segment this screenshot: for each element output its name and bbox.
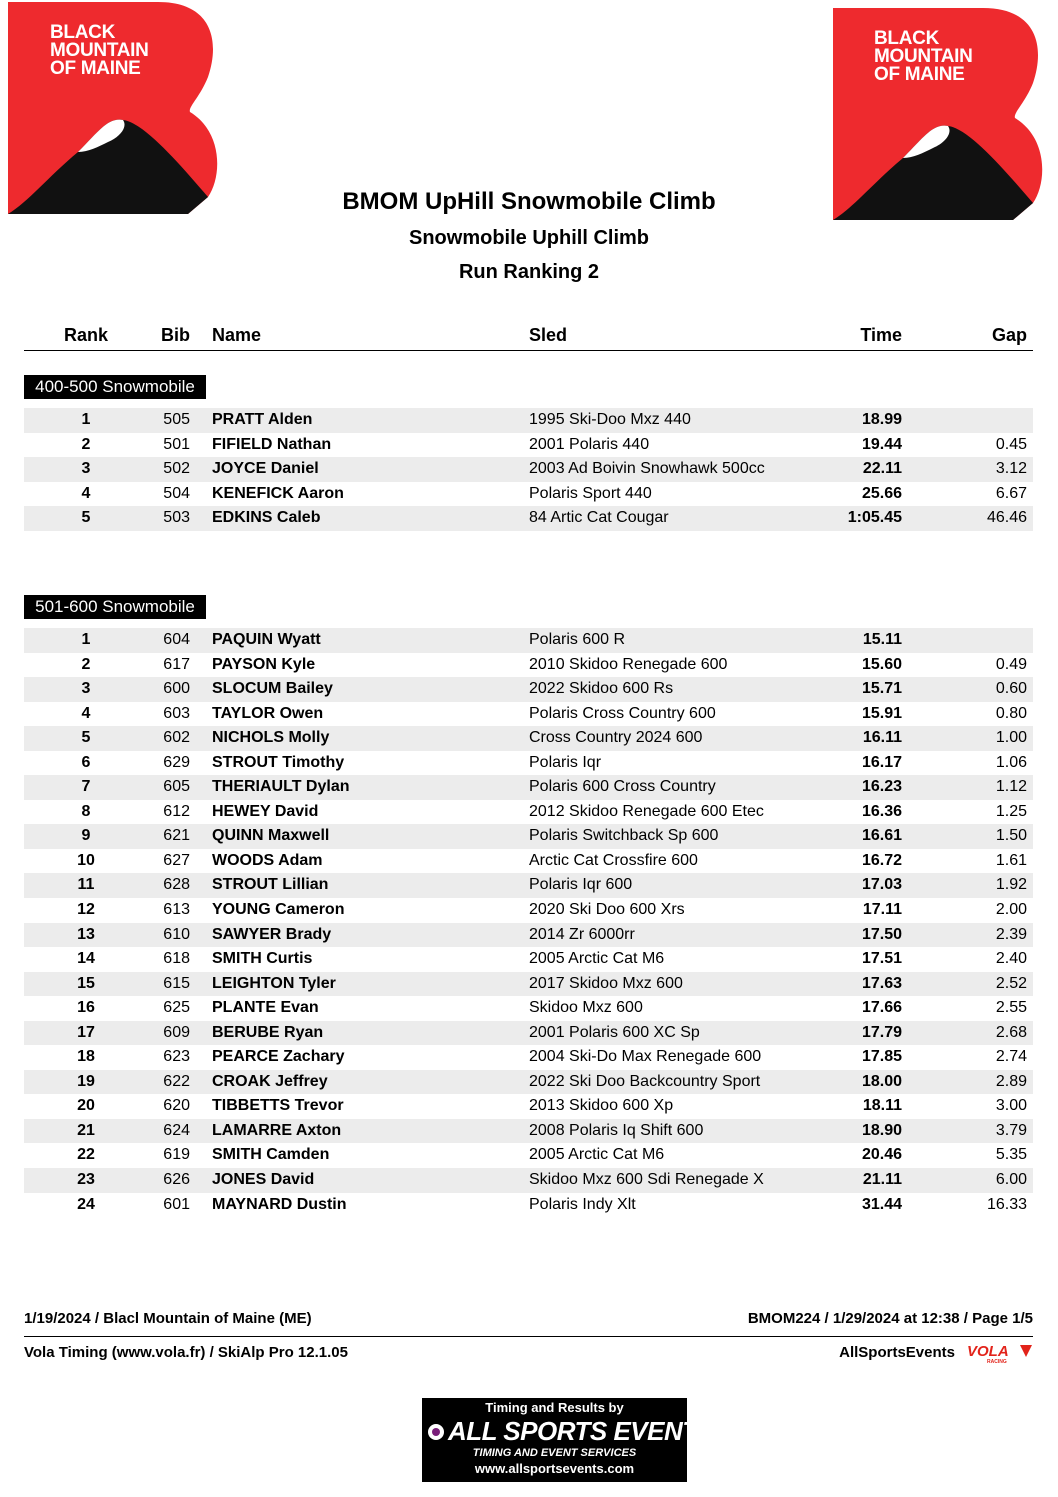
- sled-cell: 2003 Ad Boivin Snowhawk 500cc: [529, 460, 765, 478]
- bib-cell: 624: [163, 1121, 190, 1139]
- bib-cell: 610: [163, 925, 190, 943]
- name-cell: TIBBETTS Trevor: [212, 1097, 344, 1115]
- gap-cell: 5.35: [995, 1146, 1027, 1164]
- sled-cell: 2005 Arctic Cat M6: [529, 1146, 665, 1164]
- time-cell: 16.11: [862, 729, 902, 747]
- bib-cell: 612: [163, 802, 190, 820]
- time-cell: 17.51: [861, 950, 902, 968]
- gap-cell: 1.12: [995, 778, 1027, 796]
- footer-software: Vola Timing (www.vola.fr) / SkiAlp Pro 12.1.05: [24, 1344, 348, 1361]
- gap-cell: 2.55: [995, 999, 1027, 1017]
- sled-cell: Polaris Iqr: [529, 753, 602, 771]
- rank-cell: 4: [81, 704, 91, 722]
- sled-cell: Skidoo Mxz 600 Sdi Renegade X: [529, 1171, 764, 1189]
- run-ranking-title: Run Ranking 2: [458, 261, 599, 283]
- bib-cell: 622: [163, 1072, 190, 1090]
- sled-cell: Polaris Switchback Sp 600: [529, 827, 719, 845]
- sled-cell: Polaris Iqr 600: [529, 876, 633, 894]
- rank-cell: 14: [77, 950, 95, 968]
- rank-cell: 22: [77, 1146, 95, 1164]
- time-cell: 20.46: [861, 1146, 902, 1164]
- table-row: [24, 457, 1033, 482]
- name-cell: JONES David: [212, 1171, 315, 1189]
- name-cell: KENEFICK Aaron: [212, 484, 344, 502]
- svg-text:RACING: RACING: [987, 1359, 1007, 1364]
- bib-cell: 605: [163, 778, 190, 796]
- name-cell: CROAK Jeffrey: [212, 1072, 328, 1090]
- sled-cell: 2001 Polaris 440: [529, 435, 650, 453]
- time-cell: 16.36: [861, 802, 902, 820]
- bib-cell: 502: [163, 460, 190, 478]
- sled-cell: 2008 Polaris Iq Shift 600: [529, 1121, 704, 1139]
- table-row: [24, 800, 1033, 825]
- gap-cell: 2.52: [995, 974, 1027, 992]
- bib-cell: 627: [163, 851, 190, 869]
- bib-cell: 618: [163, 950, 190, 968]
- table-row: [24, 824, 1033, 849]
- logo-line-3: OF MAINE: [50, 58, 141, 79]
- gap-cell: 2.74: [995, 1048, 1027, 1066]
- rank-cell: 5: [81, 729, 91, 747]
- name-cell: EDKINS Caleb: [212, 509, 321, 527]
- bib-cell: 617: [163, 655, 190, 673]
- rank-cell: 11: [77, 876, 95, 894]
- sled-cell: 2013 Skidoo 600 Xp: [529, 1097, 674, 1115]
- rank-cell: 2: [81, 655, 91, 673]
- bib-cell: 615: [163, 974, 190, 992]
- table-row: [24, 506, 1033, 531]
- rank-cell: 3: [81, 680, 91, 698]
- name-cell: SLOCUM Bailey: [212, 680, 333, 698]
- rank-cell: 1: [81, 411, 91, 428]
- rank-cell: 24: [77, 1195, 95, 1213]
- gap-cell: 3.79: [995, 1121, 1027, 1139]
- table-row: [24, 1193, 1033, 1218]
- table-row: [24, 996, 1033, 1021]
- time-cell: 17.11: [862, 901, 902, 919]
- name-cell: NICHOLS Molly: [212, 729, 330, 747]
- logo-line-2: MOUNTAIN: [874, 46, 973, 67]
- time-cell: 17.63: [861, 974, 902, 992]
- gap-cell: 1.50: [995, 827, 1027, 845]
- name-cell: STROUT Lillian: [212, 876, 329, 894]
- bib-cell: 621: [163, 827, 190, 845]
- gap-cell: 2.39: [995, 925, 1027, 943]
- time-cell: 15.60: [861, 655, 902, 673]
- table-row: [24, 849, 1033, 874]
- sled-cell: 2022 Skidoo 600 Rs: [529, 680, 674, 698]
- rank-cell: 21: [77, 1121, 95, 1139]
- logo-line-1: BLACK: [50, 22, 115, 43]
- bib-cell: 603: [163, 704, 190, 722]
- time-cell: 18.99: [861, 411, 902, 428]
- time-cell: 17.50: [861, 925, 902, 943]
- bib-cell: 601: [163, 1195, 190, 1213]
- sled-cell: Polaris 600 Cross Country: [529, 778, 716, 796]
- gap-cell: 16.33: [986, 1195, 1027, 1213]
- header-rank: Rank: [63, 325, 108, 345]
- bib-cell: 600: [163, 680, 190, 698]
- sled-cell: Skidoo Mxz 600: [529, 999, 643, 1017]
- table-row: [24, 1021, 1033, 1046]
- footer-page-info: BMOM224 / 1/29/2024 at 12:38 / Page 1/5: [747, 1310, 1033, 1327]
- table-row: [24, 1168, 1033, 1193]
- sled-cell: 2005 Arctic Cat M6: [529, 950, 665, 968]
- table-row: [24, 972, 1033, 997]
- logo-line-3: OF MAINE: [874, 64, 965, 85]
- table-row: [24, 433, 1033, 458]
- table-row: [24, 408, 1033, 433]
- name-cell: THERIAULT Dylan: [212, 778, 350, 796]
- bib-cell: 609: [163, 1023, 190, 1041]
- header-bib: Bib: [161, 325, 190, 345]
- name-cell: MAYNARD Dustin: [212, 1195, 347, 1213]
- bib-cell: 504: [163, 484, 190, 502]
- bib-cell: 628: [163, 876, 190, 894]
- footer-date-location: 1/19/2024 / Blacl Mountain of Maine (ME): [24, 1310, 312, 1327]
- time-cell: 25.66: [861, 484, 902, 502]
- gap-cell: 3.12: [995, 460, 1027, 478]
- sled-cell: Arctic Cat Crossfire 600: [529, 851, 698, 869]
- time-cell: 18.11: [862, 1097, 902, 1115]
- bib-cell: 619: [163, 1146, 190, 1164]
- gap-cell: 0.80: [995, 704, 1027, 722]
- sled-cell: Polaris Indy Xlt: [529, 1195, 636, 1213]
- sled-cell: Polaris Sport 440: [529, 484, 652, 502]
- bib-cell: 613: [163, 901, 190, 919]
- rank-cell: 7: [81, 778, 91, 796]
- rank-cell: 8: [81, 802, 91, 820]
- table-row: [24, 726, 1033, 751]
- header-time: Time: [860, 325, 902, 345]
- sled-cell: 2017 Skidoo Mxz 600: [529, 974, 683, 992]
- bib-cell: 604: [163, 631, 190, 648]
- name-cell: BERUBE Ryan: [212, 1023, 324, 1041]
- time-cell: 16.23: [861, 778, 902, 796]
- sled-cell: 2012 Skidoo Renegade 600 Etec: [529, 802, 764, 820]
- gap-cell: 2.00: [995, 901, 1027, 919]
- bib-cell: 505: [163, 411, 190, 428]
- time-cell: 15.11: [862, 631, 902, 648]
- rank-cell: 15: [77, 974, 95, 992]
- rank-cell: 19: [77, 1072, 95, 1090]
- sled-cell: 1995 Ski-Doo Mxz 440: [529, 411, 691, 428]
- gap-cell: 2.40: [995, 950, 1027, 968]
- table-row: [24, 1143, 1033, 1168]
- bib-cell: 602: [163, 729, 190, 747]
- time-cell: 17.66: [861, 999, 902, 1017]
- rank-cell: 18: [77, 1048, 95, 1066]
- table-row: [24, 873, 1033, 898]
- sled-cell: 2022 Ski Doo Backcountry Sport: [529, 1072, 761, 1090]
- name-cell: HEWEY David: [212, 802, 319, 820]
- name-cell: STROUT Timothy: [212, 753, 345, 771]
- bib-cell: 623: [163, 1048, 190, 1066]
- gap-cell: 6.00: [995, 1171, 1027, 1189]
- header-sled: Sled: [529, 325, 568, 345]
- name-cell: LEIGHTON Tyler: [212, 974, 336, 992]
- table-row: [24, 1094, 1033, 1119]
- table-row: [24, 677, 1033, 702]
- time-cell: 16.72: [861, 851, 902, 869]
- sled-cell: Polaris Cross Country 600: [529, 704, 716, 722]
- sled-cell: 2001 Polaris 600 XC Sp: [529, 1023, 700, 1041]
- footer-line-2: [24, 1342, 1033, 1366]
- sled-cell: 2004 Ski-Do Max Renegade 600: [529, 1048, 762, 1066]
- bib-cell: 626: [163, 1171, 190, 1189]
- banner-tagline: TIMING AND EVENT SERVICES: [472, 1447, 637, 1459]
- svg-text:VOLA: VOLA: [967, 1343, 1009, 1360]
- footer-organizer: AllSportsEvents: [839, 1344, 955, 1361]
- logo-line-1: BLACK: [874, 28, 939, 49]
- bib-cell: 503: [163, 509, 190, 527]
- time-cell: 16.61: [861, 827, 902, 845]
- table-row: [24, 1119, 1033, 1144]
- name-cell: YOUNG Cameron: [212, 901, 345, 919]
- rank-cell: 16: [77, 999, 95, 1017]
- results-table-section-1: [24, 408, 1033, 531]
- table-row: [24, 775, 1033, 800]
- black-mountain-logo-left: [8, 2, 222, 216]
- bib-cell: 501: [163, 435, 190, 453]
- rank-cell: 2: [81, 435, 91, 453]
- header-gap: Gap: [991, 325, 1027, 345]
- section-label: 501-600 Snowmobile: [24, 595, 206, 619]
- name-cell: PEARCE Zachary: [212, 1048, 345, 1066]
- header-name: Name: [212, 325, 262, 345]
- name-cell: PAQUIN Wyatt: [212, 631, 321, 648]
- table-row: [24, 1045, 1033, 1070]
- sled-cell: 84 Artic Cat Cougar: [529, 509, 669, 527]
- name-cell: SMITH Curtis: [212, 950, 313, 968]
- name-cell: PRATT Alden: [212, 411, 313, 428]
- results-table-section-2: [24, 628, 1033, 1217]
- gap-cell: 46.46: [986, 509, 1027, 527]
- name-cell: LAMARRE Axton: [212, 1121, 342, 1139]
- event-title: BMOM UpHill Snowmobile Climb: [342, 188, 716, 215]
- time-cell: 19.44: [861, 435, 902, 453]
- time-cell: 21.11: [862, 1171, 902, 1189]
- rank-cell: 17: [77, 1023, 95, 1041]
- all-sports-events-banner: [422, 1398, 715, 1482]
- name-cell: PLANTE Evan: [212, 999, 319, 1017]
- results-header: [24, 324, 1033, 351]
- rank-cell: 5: [81, 509, 91, 527]
- table-row: [24, 1070, 1033, 1095]
- logo-line-2: MOUNTAIN: [50, 40, 149, 61]
- rank-cell: 20: [77, 1097, 95, 1115]
- table-row: [24, 628, 1033, 653]
- sled-cell: Polaris 600 R: [529, 631, 626, 648]
- gap-cell: 0.45: [995, 435, 1027, 453]
- banner-line-1: Timing and Results by: [485, 1400, 624, 1415]
- rank-cell: 4: [81, 484, 91, 502]
- time-cell: 17.79: [861, 1023, 902, 1041]
- name-cell: TAYLOR Owen: [212, 704, 324, 722]
- gap-cell: 1.92: [995, 876, 1027, 894]
- name-cell: SMITH Camden: [212, 1146, 330, 1164]
- name-cell: SAWYER Brady: [212, 925, 332, 943]
- bib-cell: 620: [163, 1097, 190, 1115]
- time-cell: 18.90: [861, 1121, 902, 1139]
- rank-cell: 23: [77, 1171, 95, 1189]
- sled-cell: Cross Country 2024 600: [529, 729, 703, 747]
- sled-cell: 2020 Ski Doo 600 Xrs: [529, 901, 685, 919]
- time-cell: 15.71: [861, 680, 902, 698]
- rank-cell: 13: [77, 925, 95, 943]
- time-cell: 16.17: [861, 753, 902, 771]
- rank-cell: 3: [81, 460, 91, 478]
- table-row: [24, 653, 1033, 678]
- gap-cell: 2.89: [995, 1072, 1027, 1090]
- gap-cell: 0.49: [995, 655, 1027, 673]
- name-cell: QUINN Maxwell: [212, 827, 330, 845]
- banner-brand: ALL SPORTS EVENTS: [448, 1416, 715, 1446]
- table-row: [24, 947, 1033, 972]
- name-cell: WOODS Adam: [212, 851, 323, 869]
- section-label: 400-500 Snowmobile: [24, 375, 206, 399]
- gap-cell: 1.06: [995, 753, 1027, 771]
- time-cell: 17.03: [861, 876, 902, 894]
- rank-cell: 10: [77, 851, 95, 869]
- bib-cell: 625: [163, 999, 190, 1017]
- time-cell: 17.85: [861, 1048, 902, 1066]
- rank-cell: 9: [81, 827, 91, 845]
- gap-cell: 3.00: [995, 1097, 1027, 1115]
- gap-cell: 6.67: [995, 484, 1027, 502]
- gap-cell: 1.00: [995, 729, 1027, 747]
- table-row: [24, 898, 1033, 923]
- table-row: [24, 702, 1033, 727]
- vola-logo-icon: [965, 1342, 1033, 1364]
- rank-cell: 6: [81, 753, 91, 771]
- stopwatch-icon: [428, 1424, 444, 1440]
- event-subtitle: Snowmobile Uphill Climb: [409, 227, 649, 249]
- banner-website: www.allsportsevents.com: [474, 1461, 635, 1476]
- time-cell: 15.91: [861, 704, 902, 722]
- gap-cell: 0.60: [995, 680, 1027, 698]
- name-cell: FIFIELD Nathan: [212, 435, 332, 453]
- time-cell: 1:05.45: [847, 509, 902, 527]
- bib-cell: 629: [163, 753, 190, 771]
- rank-cell: 1: [81, 631, 91, 648]
- sled-cell: 2010 Skidoo Renegade 600: [529, 655, 728, 673]
- time-cell: 18.00: [861, 1072, 902, 1090]
- time-cell: 22.11: [862, 460, 902, 478]
- name-cell: JOYCE Daniel: [212, 460, 319, 478]
- gap-cell: 1.25: [995, 802, 1027, 820]
- footer-line-1: [24, 1308, 1033, 1337]
- table-row: [24, 751, 1033, 776]
- table-row: [24, 923, 1033, 948]
- gap-cell: 1.61: [995, 851, 1027, 869]
- table-row: [24, 482, 1033, 507]
- sled-cell: 2014 Zr 6000rr: [529, 925, 635, 943]
- gap-cell: 2.68: [995, 1023, 1027, 1041]
- time-cell: 31.44: [861, 1195, 902, 1213]
- name-cell: PAYSON Kyle: [212, 655, 316, 673]
- rank-cell: 12: [77, 901, 95, 919]
